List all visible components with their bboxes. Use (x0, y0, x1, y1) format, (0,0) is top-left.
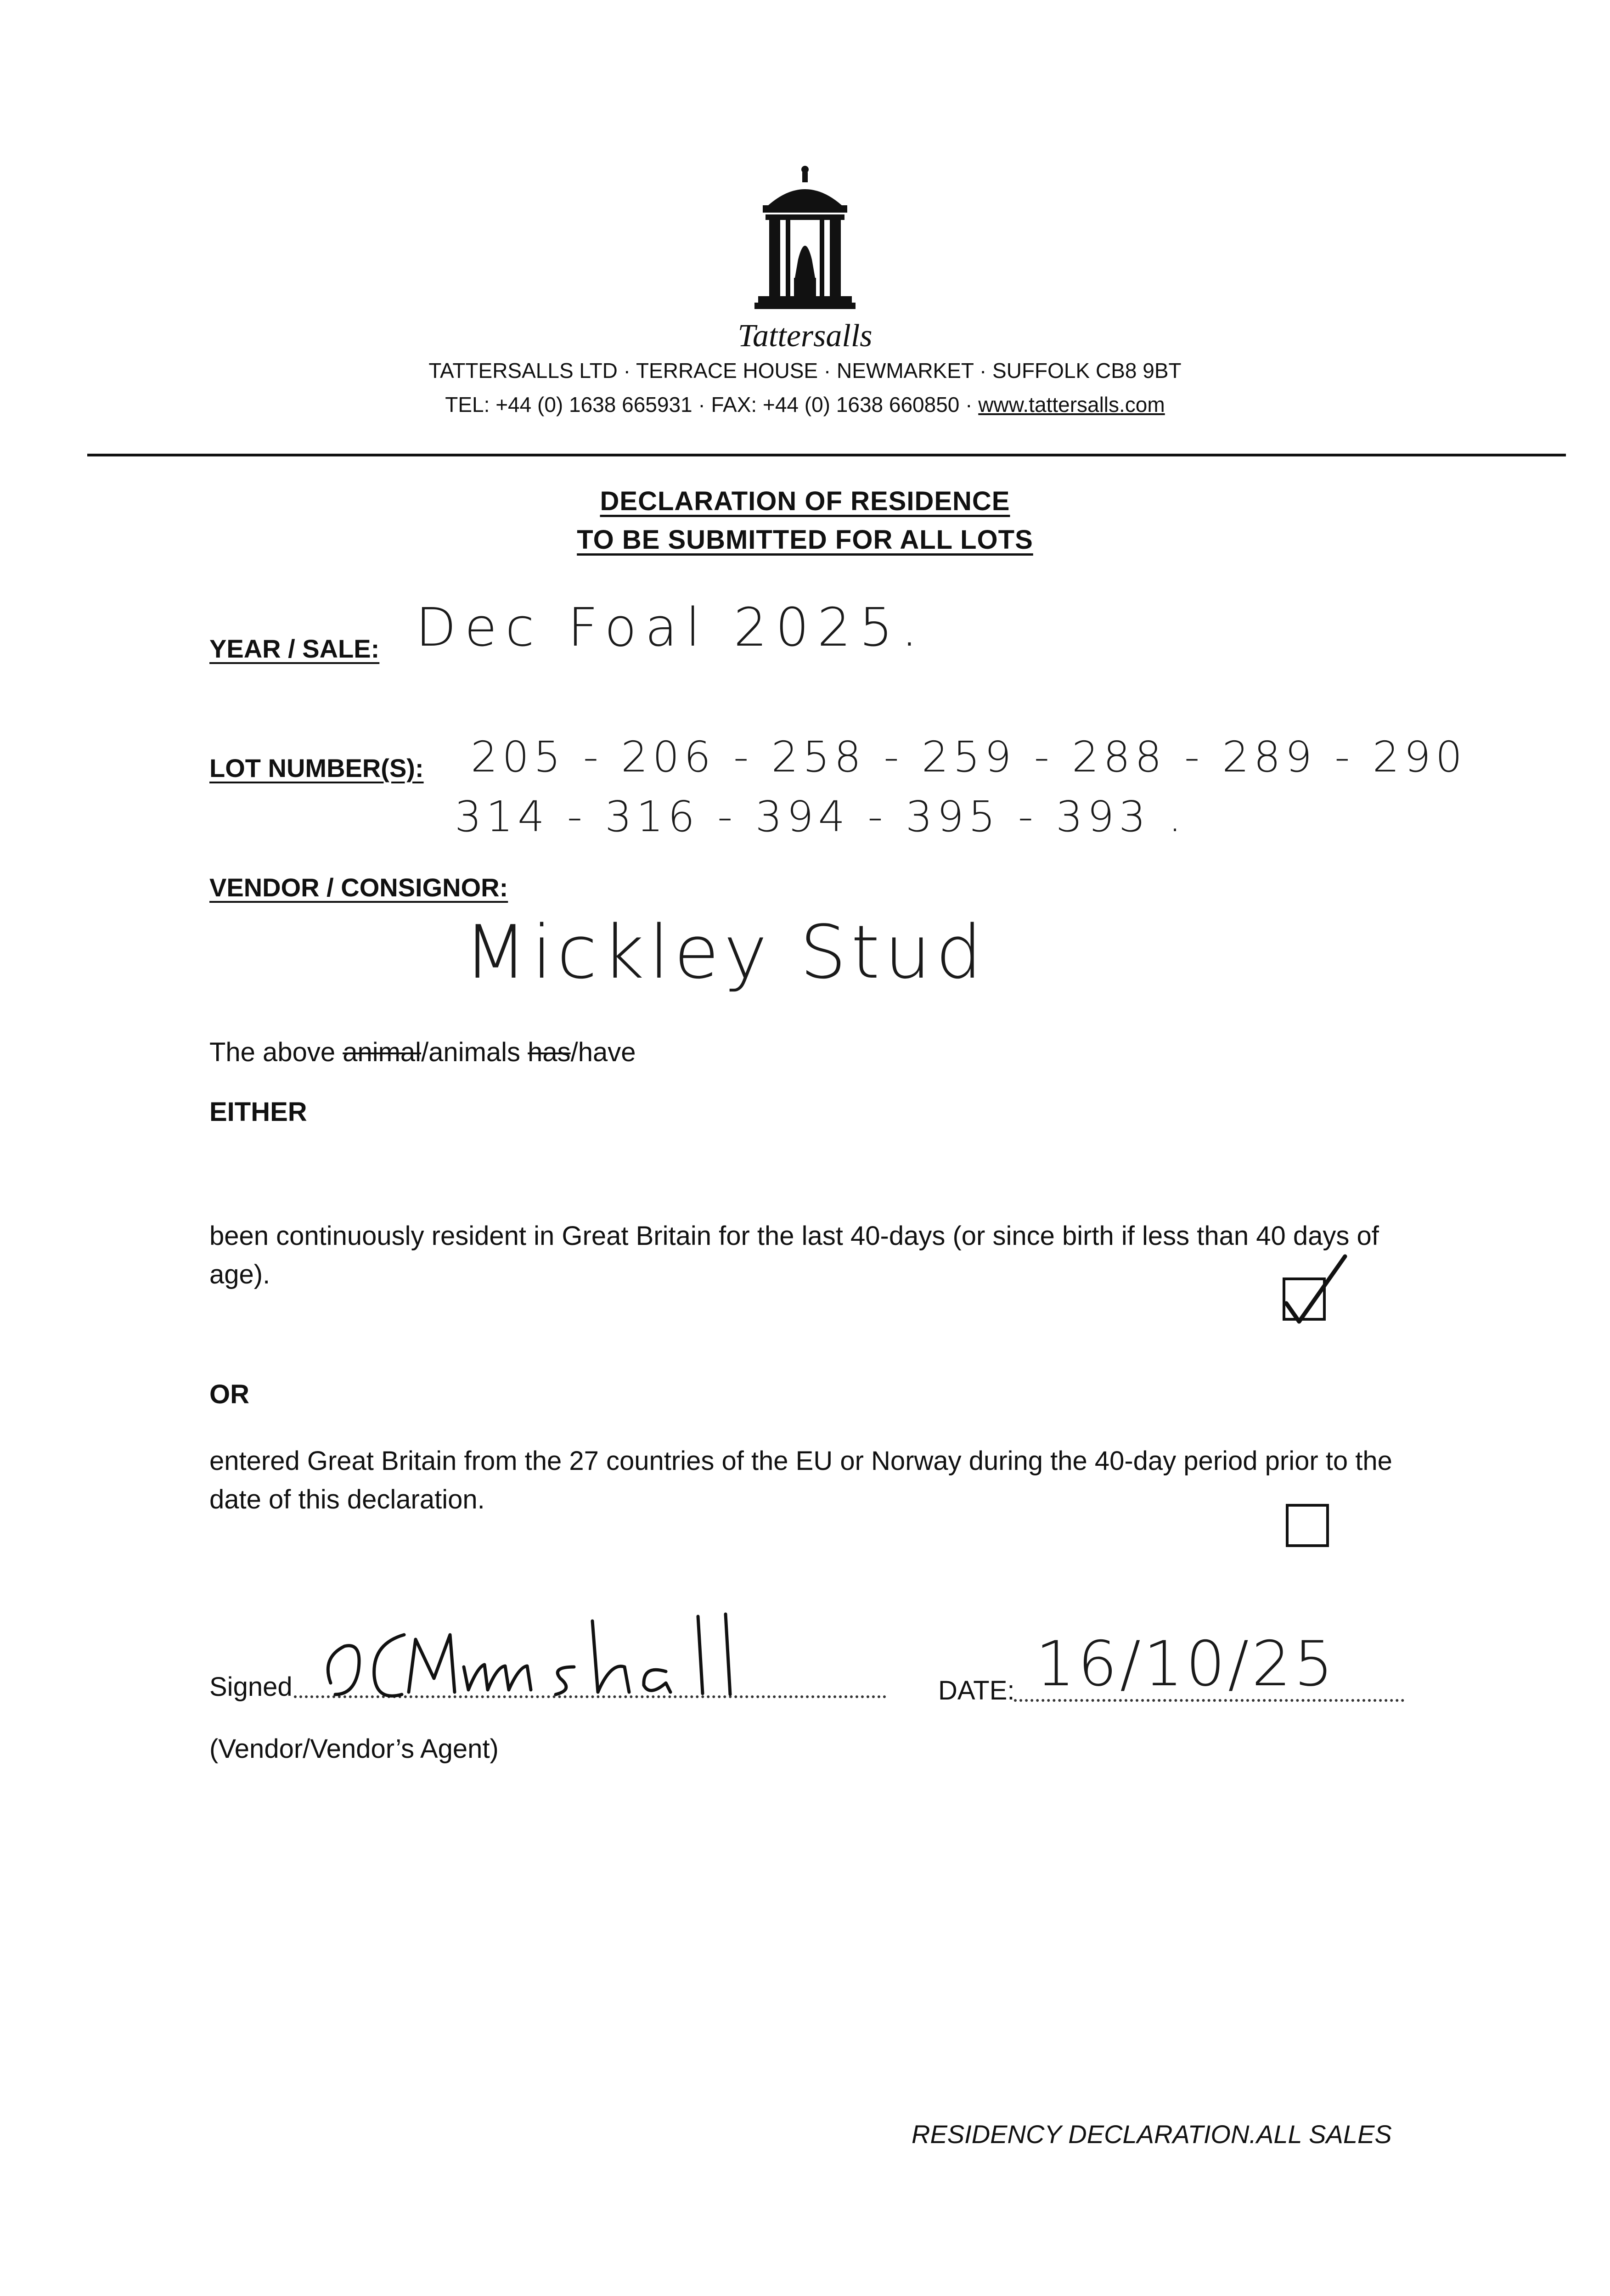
animals-statement (209, 1033, 636, 1072)
signed-label: Signed (209, 1672, 293, 1702)
struck-word-has: has (528, 1037, 571, 1067)
company-address: TATTERSALLS LTD · TERRACE HOUSE · NEWMARKET · SUFFOLK CB8 9BT (428, 359, 1182, 383)
statement-suffix: /have (570, 1037, 636, 1067)
form-title-text: DECLARATION OF RESIDENCE (600, 486, 1010, 516)
company-contact (138, 392, 1472, 417)
handwritten-signature[interactable] (317, 1603, 845, 1722)
lot-numbers-label: LOT NUMBER(S): (209, 754, 424, 782)
lot-numbers-field-line-2[interactable]: 314 - 316 - 394 - 395 - 393 . (455, 792, 1187, 841)
date-label: DATE: (938, 1676, 1015, 1705)
lot-numbers-field-line-1[interactable]: 205 - 206 - 258 - 259 - 288 - 289 - 290 (471, 732, 1467, 782)
option-resident-text: been continuously resident in Great Britain for the last 40-days (or since birth if less than 40 days of age). (209, 1221, 1379, 1289)
form-title (138, 486, 1472, 517)
form-reference-footer: RESIDENCY DECLARATION.ALL SALES (912, 2120, 1392, 2149)
year-sale-label: YEAR / SALE: (209, 634, 380, 663)
vendor-agent-note: (Vendor/Vendor’s Agent) (209, 1734, 499, 1764)
brand-name: Tattersalls (737, 318, 873, 354)
or-label: OR (209, 1379, 249, 1409)
struck-word-animal: animal (343, 1037, 422, 1067)
header-divider (87, 454, 1566, 456)
check-mark-icon (1281, 1253, 1350, 1326)
option-resident-checkbox[interactable] (1283, 1277, 1326, 1321)
statement-prefix: The above (209, 1037, 343, 1067)
vendor-consignor-field[interactable]: Mickley Stud (464, 909, 987, 995)
either-label: EITHER (209, 1097, 307, 1127)
form-subtitle (138, 524, 1472, 555)
vendor-consignor-label: VENDOR / CONSIGNOR: (209, 873, 508, 902)
date-field[interactable]: 16/10/25 (1036, 1628, 1336, 1700)
option-entered-text: entered Great Britain from the 27 countries of the EU or Norway during the 40-day period prior to the date of this declaration. (209, 1446, 1392, 1514)
form-subtitle-text: TO BE SUBMITTED FOR ALL LOTS (577, 525, 1033, 555)
contact-numbers: TEL: +44 (0) 1638 665931 · FAX: +44 (0) 1638 660850 · (445, 393, 979, 416)
website-link[interactable]: www.tattersalls.com (978, 393, 1165, 416)
option-entered-checkbox[interactable] (1286, 1504, 1329, 1547)
statement-mid: /animals (421, 1037, 528, 1067)
year-sale-field[interactable]: Dec Foal 2025. (416, 597, 926, 658)
tattersalls-cupola-logo-icon (754, 163, 856, 319)
